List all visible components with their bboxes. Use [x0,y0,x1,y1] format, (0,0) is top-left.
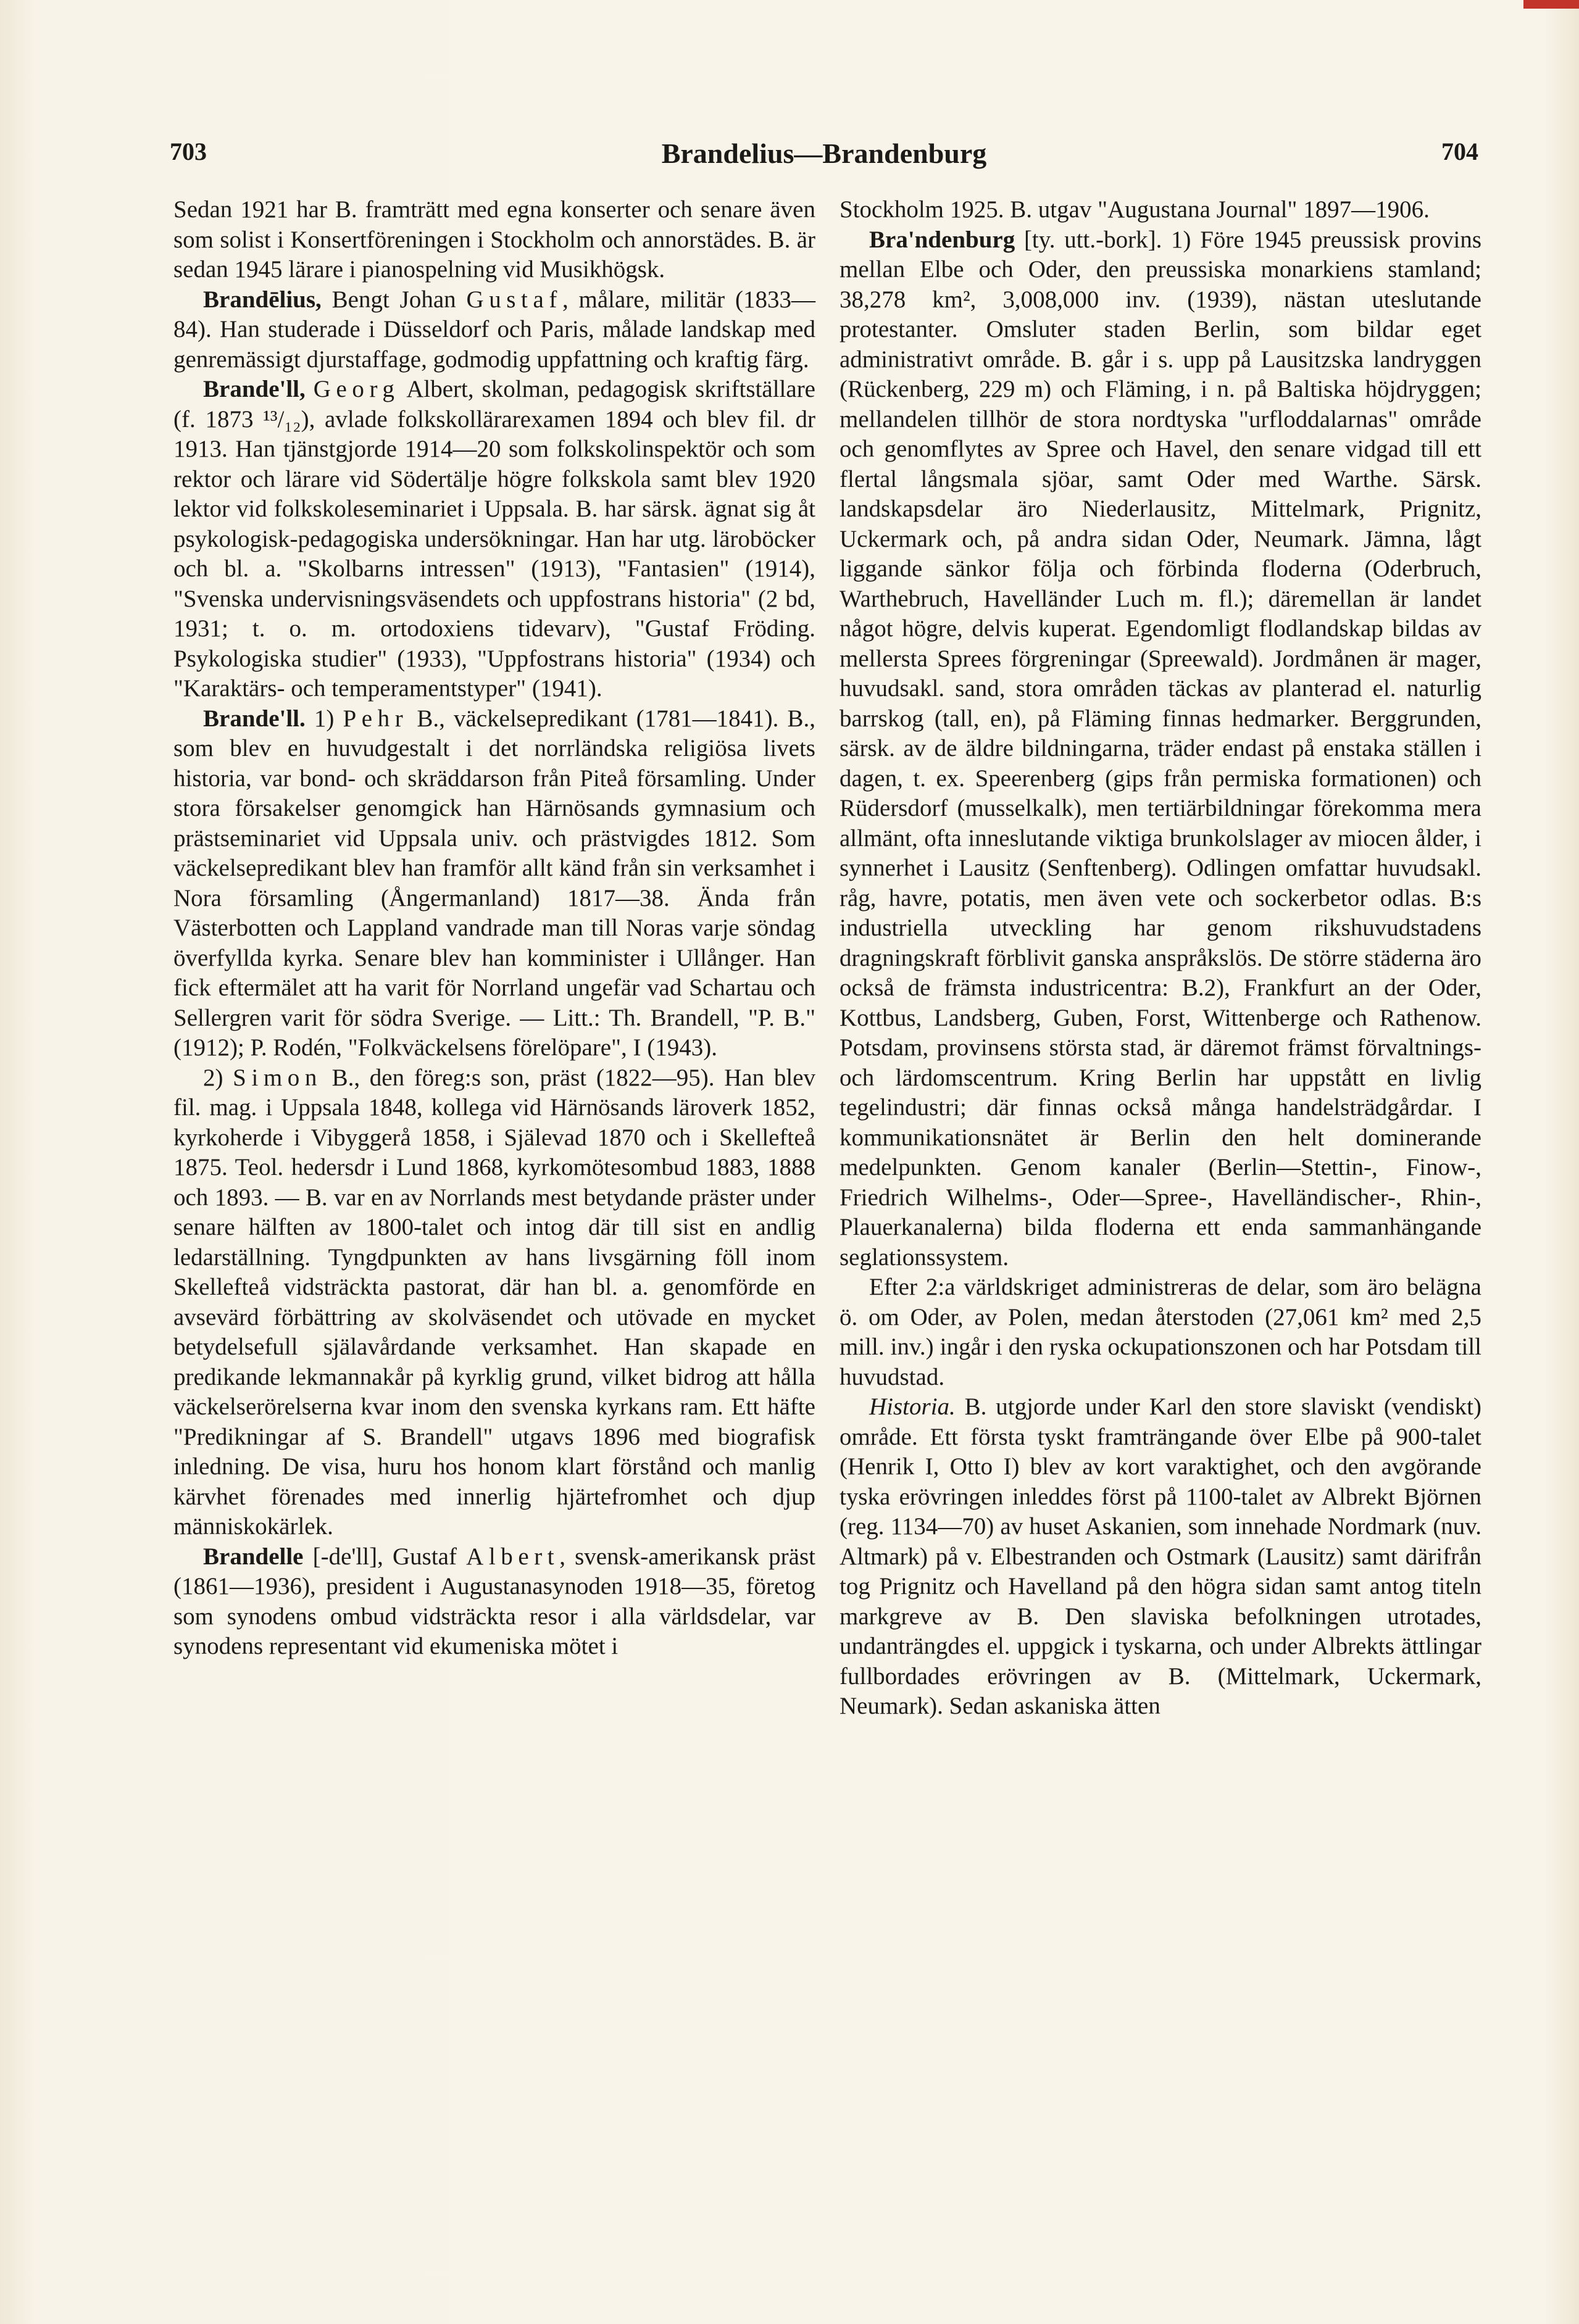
entry-brandell-simon [173,1063,815,1542]
entry-text: B., den föreg:s son, präst (1822—95). Han blev fil. mag. i Uppsala 1848, kollega vid Härnösands läroverk 1852, kyrkoherde i Vibyggerå 1858, i Själevad 1870 och i Skellefteå 1875. Teol. hedersdr i Lund 1868, kyrkomötesombud 1883, 1888 och 1893. — B. var en av Norrlands mest betydande präster under senare hälften av 1800-talet och intog där till sist en andlig ledarställning. Tyngdpunkten av hans livsgärning föll inom Skellefteå vidsträckta pastorat, där han bl. a. genomförde en avsevärd förbättring av skolväsendet och utövade en mycket betydelsefull själavårdande verksamhet. Han skapade en predikande lekmannakår på kyrklig grund, vilket bidrog att hålla väckelserörelserna kvar inom den svenska kyrkans ram. Ett häfte "Predikningar af S. Brandell" utgavs 1896 med biografisk inledning. De visa, huru hos honom klart förstånd och manlig kärvhet förenades med innerlig hjärtefromhet och djup människokärlek. [173,1064,816,1540]
page-number-right: 704 [1441,138,1478,165]
page-edge-marker [1523,0,1579,9]
entry-text: , målare, militär (1833—84). Han studerade i Düsseldorf och Paris, målade landskap med genremässigt djurstaffage, godmodig uppfattning och kraftig färg. [173,286,815,373]
paragraph-post-war: Efter 2:a världskriget administreras de delar, som äro belägna ö. om Oder, av Polen, medan återstoden (27,061 km² med 2,5 mill. inv.) ingår i den ryska ockupationszonen och har Potsdam till huvudstad. [839,1274,1481,1390]
entry-brandenburg [839,225,1481,1273]
right-column [839,195,1481,1722]
running-title: Brandelius—Brandenburg [661,138,987,169]
left-column [173,195,815,1662]
entry-spaced-name: Gustaf [466,286,562,313]
page-header [170,137,1478,174]
page-number-left: 703 [170,138,207,165]
entry-brandell-pehr [173,704,815,1063]
entry-headword: Brande'll, [203,376,306,402]
entry-headword: Brandelle [203,1543,304,1570]
section-label-historia: Historia. [869,1393,956,1420]
entry-text: B., väckelsepredikant (1781—1841). B., som blev en huvudgestalt i det norrländska religiösa livets historia, var bond- och skräddarson från Piteå församling. Under stora försakelser genomgick han Härnösands gymnasium och prästseminariet vid Uppsala univ. och prästvigdes 1812. Som väckelsepredikant blev han framför allt känd från sin verksamhet i Nora församling (Ångermanland) 1817—38. Ända från Västerbotten och Lappland vandrade man till Noras varje söndag överfyllda kyrka. Senare blev han komminister i Ullånger. Han fick eftermälet att ha varit för Norrland ungefär vad Schartau och Sellergren varit för södra Sverige. — Litt.: Th. Brandell, "P. B." (1912); P. Rodén, "Folkväckelsens förelöpare", I (1943). [173,705,815,1061]
entry-spaced-name: Albert [466,1543,560,1570]
entry-spaced-name: Pehr [343,705,409,732]
entry-text: [-de'll], Gustaf [303,1543,467,1570]
entry-text: B. utgjorde under Karl den store slaviskt (vendiskt) område. Ett första tyskt framträngande över Elbe på 900-talet (Henrik I, Otto I) blev av kort varaktighet, och den avgörande tyska erövringen inleddes först på 1100-talet av Albrekt Björnen (reg. 1134—70) av huset Askanien, som innehade Nordmark (nuv. Altmark) på v. Elbestranden och Ostmark (Lausitz) samt därifrån tog Prignitz och Havelland på den högra sidan samt antog titeln markgreve av B. Den slaviska befolkningen utrotades, undanträngdes el. uppgick i tyskarna, och under Albrekts ättlingar fullbordades erövringen av B. (Mittelmark, Uckermark, Neumark). Sedan askaniska ätten [839,1393,1481,1719]
paragraph-continuation: Sedan 1921 har B. framträtt med egna konserter och senare även som solist i Konsertföreningen i Stockholm och annorstädes. B. är sedan 1945 lärare i pianospelning vid Musikhögsk. [173,196,815,283]
entry-text: 1) [305,705,343,732]
entry-text: Albert, skolman, pedagogisk skriftställare (f. 1873 ¹³/₁₂), avlade folkskollärarexamen 1894 och blev fil. dr 1913. Han tjänstgjorde 1914—20 som folkskolinspektör och som rektor och lärare vid Södertälje högre folkskola samt blev 1920 lektor vid folkskoleseminariet i Uppsala. B. har särsk. ägnat sig åt psykologisk-pedagogiska undersökningar. Han har utg. läroböcker och bl. a. "Skolbarns intressen" (1913), "Fantasien" (1914), "Svenska undervisningsväsendets och uppfostrans historia" (2 bd, 1931; t. o. m. ortodoxiens tidevarv), "Gustaf Fröding. Psykologiska studier" (1933), "Uppfostrans historia" (1934) och "Karaktärs- och temperamentstyper" (1941). [173,376,815,702]
entry-spaced-name: Simon [233,1064,322,1091]
entry-brandelius [173,285,815,375]
entry-spaced-name: Georg [313,376,400,402]
entry-text: , svensk-amerikansk präst (1861—1936), president i Augustanasynoden 1918—35, företog som synodens ombud vidsträckta resor i alla världsdelar, var synodens representant vid ekumeniska mötet i [173,1543,815,1659]
entry-text: 2) [203,1064,233,1091]
paragraph-continuation: Stockholm 1925. B. utgav "Augustana Journal" 1897—1906. [839,196,1430,223]
entry-brandelle [173,1542,815,1662]
entry-text: [ty. utt.-bork]. 1) Före 1945 preussisk provins mellan Elbe och Oder, den preussiska monarkiens stamland; 38,278 km², 3,008,000 inv. (1939), nästan uteslutande protestanter. Omsluter staden Berlin, som bildar eget administrativt område. B. går i s. upp på Lausitzska landryggen (Rückenberg, 229 m) och Fläming, i n. på Baltiska höjdryggen; mellandelen tillhör de stora nordtyska "urfloddalarnas" område och genomflytes av Spree och Havel, den senare vidgad till ett flertal långsmala sjöar, samt Oder med Warthe. Särsk. landskapsdelar äro Niederlausitz, Mittelmark, Prignitz, Uckermark och, på andra sidan Oder, Neumark. Jämna, lågt liggande sänkor följa och förbinda floderna (Oderbruch, Warthebruch, Havelländer Luch m. fl.); däremellan är landet något högre, delvis kuperat. Egendomligt flodlandskap bildas av mellersta Sprees förgreningar (Spreewald). Jordmånen är mager, huvudsakl. sand, stora områden täckas av planterad el. naturlig barrskog (tall, en), på Fläming finnas hedmarker. Berggrunden, särsk. av de äldre bildningarna, träder endast på enstaka ställen i dagen, t. ex. Speerenberg (gips från permiska formationen) och Rüdersdorf (musselkalk), men tertiärbildningar förekomma mera allmänt, ofta inneslutande viktiga brunkolslager av miocen ålder, i synnerhet i Lausitz (Senftenberg). Odlingen omfattar huvudsakl. råg, havre, potatis, men även vete och sockerbetor odlas. B:s industriella utveckling har genom rikshuvudstadens dragningskraft förblivit ganska anspråkslös. De större städerna äro också de främsta industricentra: B.2), Frankfurt an der Oder, Kottbus, Landsberg, Guben, Forst, Wittenberge och Rathenow. Potsdam, provinsens största stad, är däremot främst förvaltnings- och lärdomscentrum. Kring Berlin har uppstått en livlig tegelindustri; där finnas också många handelsträdgårdar. I kommunikationsnätet är Berlin den helt dominerande medelpunkten. Genom kanaler (Berlin—Stettin-, Finow-, Friedrich Wilhelms-, Oder—Spree-, Havelländischer-, Rhin-, Plauerkanalerna) bilda floderna ett enda sammanhängande seglationssystem. [839,226,1481,1271]
entry-brandell-georg [173,375,815,704]
entry-headword: Bra'ndenburg [869,226,1015,253]
entry-headword: Brande'll. [203,705,306,732]
entry-text: Bengt Johan [321,286,467,313]
entry-headword: Brandēlius, [203,286,322,313]
paragraph-history [839,1392,1481,1722]
